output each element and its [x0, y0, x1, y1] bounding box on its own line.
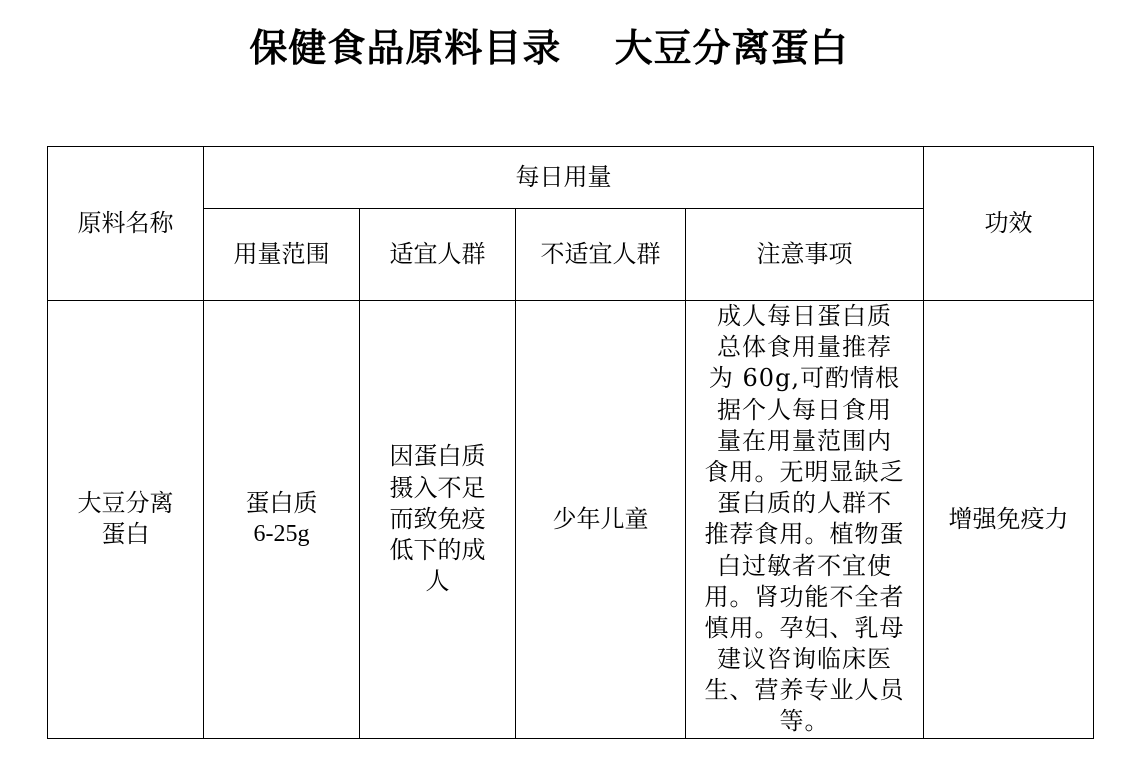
- raw-material-table: [47, 146, 1094, 739]
- cell-notes-line: 食用。无明显缺乏: [704, 457, 905, 486]
- header-notes: 注意事项: [686, 209, 924, 301]
- header-daily-usage: 每日用量: [204, 147, 924, 209]
- header-usage-range: 用量范围: [204, 209, 360, 301]
- cell-notes-line: 等。: [779, 707, 830, 736]
- cell-suitable: [360, 301, 516, 739]
- cell-effect: 增强免疫力: [924, 301, 1094, 739]
- cell-notes-line: 蛋白质的人群不: [717, 489, 892, 518]
- document-title: 保健食品原料目录 大豆分离蛋白: [249, 25, 849, 70]
- cell-notes-line: 据个人每日食用: [717, 395, 892, 424]
- cell-notes-line: 生、营养专业人员: [704, 676, 905, 705]
- cell-notes-line: 成人每日蛋白质: [717, 302, 892, 330]
- cell-usage-range-line: 6-25g: [253, 521, 310, 548]
- header-name: 原料名称: [48, 147, 204, 301]
- cell-notes-line: 推荐食用。植物蛋: [704, 520, 905, 549]
- header-unsuitable: 不适宜人群: [516, 209, 686, 301]
- cell-suitable-line: 人: [425, 567, 450, 596]
- cell-notes-line: 白过敏者不宜使: [717, 551, 892, 580]
- cell-suitable-line: 因蛋白质: [389, 442, 486, 471]
- cell-notes-line: 慎用。孕妇、乳母: [704, 613, 905, 642]
- cell-usage-range: [204, 301, 360, 739]
- cell-unsuitable: 少年儿童: [516, 301, 686, 739]
- cell-notes-line: 建议咨询临床医: [717, 645, 892, 674]
- cell-usage-range-line: 蛋白质: [245, 489, 318, 518]
- header-row-top: [48, 147, 1094, 209]
- cell-notes-line: 量在用量范围内: [717, 426, 892, 455]
- cell-name: [48, 301, 204, 739]
- cell-notes-line: 总体食用量推荐: [717, 333, 892, 362]
- cell-name-line: 蛋白: [101, 520, 150, 549]
- cell-notes-line: 为 60g,可酌情根: [708, 364, 901, 393]
- header-effect: 功效: [924, 147, 1094, 301]
- cell-notes-line: 用。肾功能不全者: [704, 582, 905, 611]
- cell-notes: [686, 301, 924, 739]
- table-row: [48, 301, 1094, 739]
- cell-suitable-line: 低下的成: [389, 535, 486, 564]
- cell-suitable-line: 摄入不足: [389, 473, 486, 502]
- cell-name-line: 大豆分离: [77, 489, 174, 518]
- header-suitable: 适宜人群: [360, 209, 516, 301]
- cell-suitable-line: 而致免疫: [389, 504, 486, 533]
